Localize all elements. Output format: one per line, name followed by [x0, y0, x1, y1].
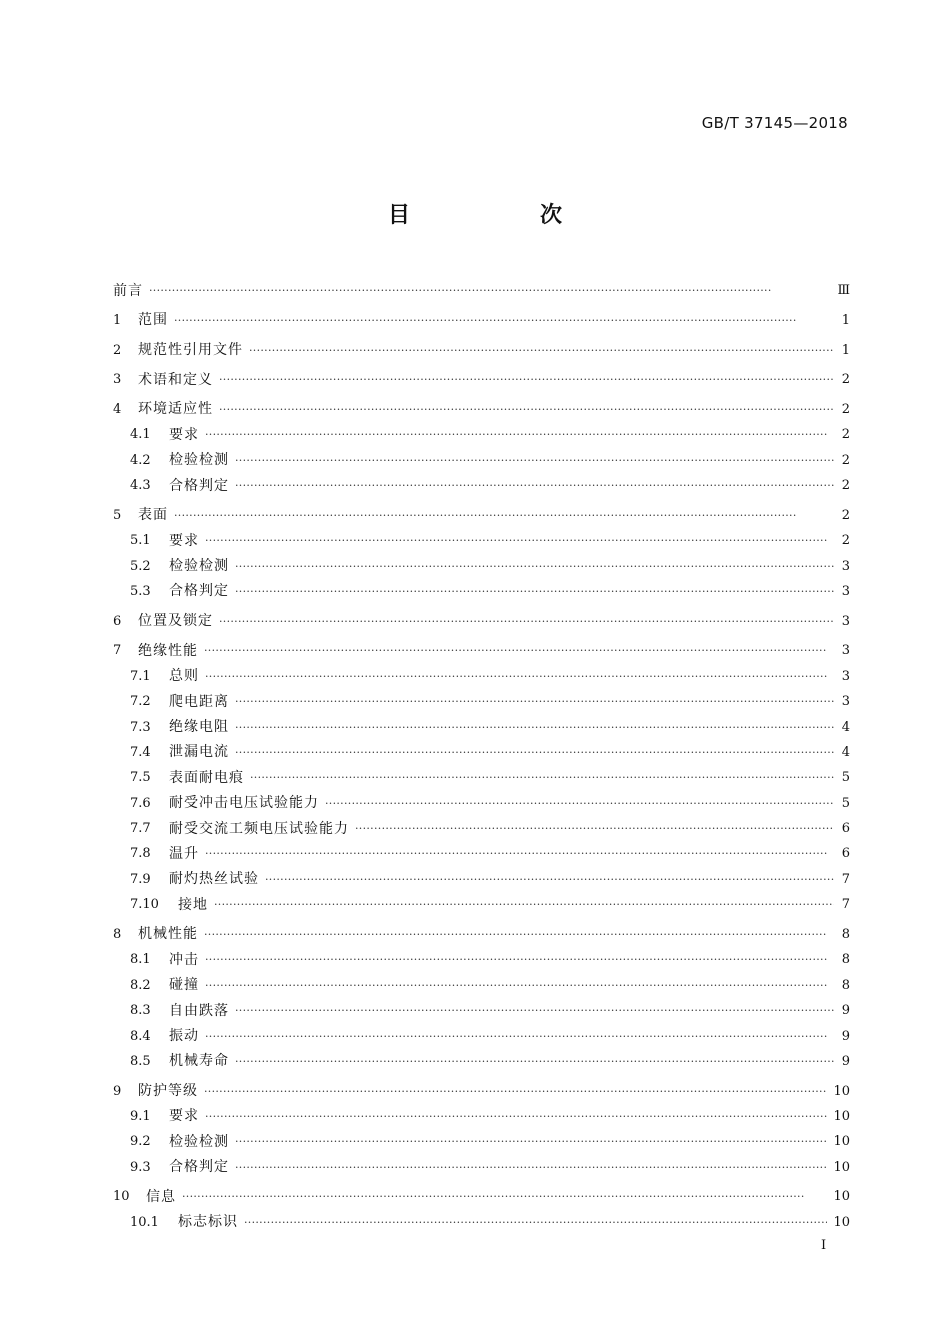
toc-dot-leader: [235, 480, 834, 491]
toc-entry-label: 爬电距离: [169, 693, 229, 710]
toc-entry[interactable]: [113, 714, 850, 739]
toc-dot-leader: [235, 747, 834, 758]
toc-entry-page: 10: [833, 1108, 850, 1124]
toc-dot-leader: [214, 899, 834, 910]
toc-entry-page: 3: [841, 558, 850, 574]
toc-entry[interactable]: [113, 947, 850, 972]
toc-entry-page: 8: [841, 952, 850, 968]
toc-dot-leader: [205, 535, 834, 546]
toc-entry-label: 自由跌落: [169, 1002, 229, 1019]
toc-dot-leader: [235, 1056, 834, 1067]
toc-entry-page: 2: [841, 478, 850, 494]
toc-dot-leader: [235, 696, 834, 707]
toc-dot-leader: [250, 772, 834, 783]
toc-dot-leader: [204, 1086, 827, 1097]
toc-entry-label: 表面耐电痕: [169, 769, 244, 786]
toc-entry-label: 环境适应性: [138, 401, 213, 418]
toc-entry-label: 检验检测: [169, 558, 229, 575]
toc-entry[interactable]: [113, 816, 850, 841]
toc-dot-leader: [235, 1162, 827, 1173]
toc-entry-page: 8: [841, 926, 850, 942]
toc-entry-page: 7: [841, 871, 850, 887]
toc-entry-label: 位置及锁定: [138, 613, 213, 630]
toc-entry-page: 2: [841, 372, 850, 388]
toc-entry[interactable]: [113, 503, 850, 528]
toc-entry-number: 7.5: [130, 770, 151, 786]
toc-entry-page: 4: [841, 744, 850, 760]
toc-entry[interactable]: [113, 1129, 850, 1154]
toc-entry-label: 合格判定: [169, 477, 229, 494]
toc-dot-leader: [204, 645, 834, 656]
toc-entry-page: 10: [833, 1214, 850, 1230]
toc-entry-label: 检验检测: [169, 452, 229, 469]
toc-dot-leader: [235, 561, 834, 572]
toc-entry[interactable]: [113, 638, 850, 663]
toc-dot-leader: [219, 404, 834, 415]
toc-entry-label: 总则: [169, 668, 199, 685]
page-number: I: [821, 1238, 827, 1253]
toc-entry-label: 绝缘电阻: [169, 719, 229, 736]
toc-entry[interactable]: [113, 1078, 850, 1103]
toc-entry[interactable]: [113, 740, 850, 765]
toc-entry-page: 6: [841, 846, 850, 862]
toc-dot-leader: [174, 315, 834, 326]
toc-entry[interactable]: [113, 765, 850, 790]
toc-dot-leader: [325, 798, 834, 809]
toc-dot-leader: [219, 616, 834, 627]
toc-dot-leader: [235, 1136, 827, 1147]
toc-entry-page: 9: [841, 1028, 850, 1044]
toc-entry-label: 要求: [169, 426, 199, 443]
toc-dot-leader: [235, 586, 834, 597]
toc-entry-label: 温升: [169, 845, 199, 862]
toc-entry-number: 7.8: [130, 846, 151, 862]
toc-entry-number: 8.3: [130, 1003, 151, 1019]
toc-entry-label: 术语和定义: [138, 371, 213, 388]
toc-entry-label: 耐受冲击电压试验能力: [169, 795, 319, 812]
toc-dot-leader: [235, 455, 834, 466]
toc-entry-page: 1: [841, 312, 850, 328]
toc-entry-page: 9: [841, 1003, 850, 1019]
toc-entry[interactable]: [113, 1210, 850, 1235]
toc-entry-label: 冲击: [169, 951, 199, 968]
toc-entry-page: 3: [841, 643, 850, 659]
toc-entry-label: 防护等级: [138, 1083, 198, 1100]
toc-entry[interactable]: [113, 367, 850, 392]
toc-dot-leader: [205, 954, 834, 965]
toc-entry-page: 7: [841, 897, 850, 913]
toc-entry-label: 要求: [169, 532, 199, 549]
toc-entry-number: 7.2: [130, 694, 151, 710]
toc-entry-page: 8: [841, 977, 850, 993]
toc-entry-number: 7.1: [130, 668, 151, 684]
toc-entry[interactable]: [113, 841, 850, 866]
toc-entry-label: 表面: [138, 507, 168, 524]
toc-entry-number: 4.1: [130, 427, 151, 443]
toc-entry[interactable]: [113, 867, 850, 892]
toc-dot-leader: [235, 1005, 834, 1016]
toc-entry-label: 合格判定: [169, 1159, 229, 1176]
toc-entry[interactable]: [113, 397, 850, 422]
toc-entry-number: 9.3: [130, 1159, 151, 1175]
toc-entry[interactable]: [113, 1155, 850, 1180]
toc-dot-leader: [205, 1111, 827, 1122]
toc-entry[interactable]: [113, 308, 850, 333]
toc-entry-page: 5: [841, 795, 850, 811]
toc-entry[interactable]: [113, 1049, 850, 1074]
toc-entry-number: 7.4: [130, 744, 151, 760]
toc-entry-page: 9: [841, 1053, 850, 1069]
toc-dot-leader: [249, 345, 834, 356]
toc-dot-leader: [205, 429, 834, 440]
toc-entry-number: 7.9: [130, 871, 151, 887]
toc-entry-label: 耐受交流工频电压试验能力: [169, 820, 349, 837]
toc-entry-number: 4.2: [130, 452, 151, 468]
toc-entry-number: 5.1: [130, 533, 151, 549]
toc-entry-number: 4.3: [130, 478, 151, 494]
toc-entry-page: 4: [841, 719, 850, 735]
toc-entry-page: 2: [841, 507, 850, 523]
toc-entry[interactable]: [113, 608, 850, 633]
toc-dot-leader: [204, 929, 834, 940]
toc-entry[interactable]: [113, 473, 850, 498]
toc-entry-page: 2: [841, 427, 850, 443]
toc-entry-page: 3: [841, 583, 850, 599]
toc-entry-page: 10: [833, 1159, 850, 1175]
toc-entry-page: 5: [841, 770, 850, 786]
toc-entry-page: 2: [841, 452, 850, 468]
toc-entry-page: 2: [841, 401, 850, 417]
toc-entry-label: 碰撞: [169, 977, 199, 994]
toc-entry-label: 信息: [146, 1188, 176, 1205]
toc-dot-leader: [219, 374, 834, 385]
toc-entry-label: 机械寿命: [169, 1053, 229, 1070]
toc-entry-number: 8.5: [130, 1053, 151, 1069]
toc-dot-leader: [355, 823, 834, 834]
toc-dot-leader: [182, 1191, 827, 1202]
toc-entry-number: 1: [113, 312, 122, 328]
toc-entry[interactable]: [113, 664, 850, 689]
toc-entry-page: 3: [841, 668, 850, 684]
toc-entry-number: 5: [113, 507, 122, 523]
toc-dot-leader: [244, 1217, 827, 1228]
toc-entry[interactable]: [113, 448, 850, 473]
toc-entry-number: 4: [113, 401, 122, 417]
toc-entry-number: 9.1: [130, 1108, 151, 1124]
toc-entry-number: 8.4: [130, 1028, 151, 1044]
toc-entry-number: 5.3: [130, 583, 151, 599]
toc-entry-number: 7.6: [130, 795, 151, 811]
toc-entry-page: 3: [841, 694, 850, 710]
toc-entry-label: 检验检测: [169, 1133, 229, 1150]
toc-entry[interactable]: [113, 1023, 850, 1048]
toc-entry[interactable]: [113, 689, 850, 714]
toc-entry-label: 机械性能: [138, 926, 198, 943]
toc-entry-label: 振动: [169, 1028, 199, 1044]
toc-entry-page: 10: [833, 1083, 850, 1099]
toc-entry[interactable]: [113, 998, 850, 1023]
toc-dot-leader: [174, 510, 834, 521]
page-title: 目 次: [387, 203, 616, 228]
toc-entry[interactable]: [113, 579, 850, 604]
toc-entry[interactable]: [113, 973, 850, 998]
toc-entry-label: 标志标识: [178, 1214, 238, 1231]
toc-entry-label: 范围: [138, 312, 168, 329]
toc-entry[interactable]: [113, 528, 850, 553]
toc-entry-number: 10.1: [130, 1214, 159, 1230]
toc-entry-page: 10: [833, 1189, 850, 1205]
toc-entry[interactable]: [113, 553, 850, 578]
toc-entry-number: 7: [113, 643, 122, 659]
toc-entry-number: 9.2: [130, 1134, 151, 1150]
toc-entry-page: Ⅲ: [837, 283, 850, 299]
toc-dot-leader: [265, 874, 834, 885]
toc-entry[interactable]: [113, 1104, 850, 1129]
toc-entry-page: 1: [841, 342, 850, 358]
toc-entry-number: 8: [113, 926, 122, 942]
toc-entry-number: 8.2: [130, 977, 151, 993]
toc-entry[interactable]: [113, 892, 850, 917]
toc-entry-label: 绝缘性能: [138, 642, 198, 659]
toc-entry-page: 10: [833, 1134, 850, 1150]
toc-entry-number: 5.2: [130, 558, 151, 574]
toc-entry-number: 7.7: [130, 821, 151, 837]
toc-entry[interactable]: [113, 922, 850, 947]
toc-dot-leader: [235, 722, 834, 733]
toc-entry-label: 要求: [169, 1108, 199, 1125]
toc-dot-leader: [205, 848, 834, 859]
toc-entry-number: 8.1: [130, 952, 151, 968]
toc-entry-label: 规范性引用文件: [138, 342, 243, 359]
toc-entry[interactable]: [113, 422, 850, 447]
toc-entry-number: 6: [113, 613, 122, 629]
toc-entry-page: 2: [841, 533, 850, 549]
toc-dot-leader: [149, 285, 831, 296]
toc-entry-number: 9: [113, 1083, 122, 1099]
toc-entry-number: 7.10: [130, 897, 159, 913]
toc-entry-number: 7.3: [130, 719, 151, 735]
toc-entry-label: 接地: [178, 896, 208, 913]
toc-entry-label: 合格判定: [169, 583, 229, 600]
toc-entry-label: 泄漏电流: [169, 744, 229, 761]
toc-entry-label: 耐灼热丝试验: [169, 871, 259, 888]
toc-entry-page: 6: [841, 821, 850, 837]
toc-entry-number: 10: [113, 1189, 130, 1205]
toc-dot-leader: [205, 671, 834, 682]
standard-code: GB/T 37145—2018: [701, 114, 848, 132]
toc-entry-number: 3: [113, 372, 122, 388]
toc-entry[interactable]: [113, 1184, 850, 1209]
toc-dot-leader: [205, 980, 834, 991]
toc-entry-label: 前言: [113, 282, 143, 299]
toc-entry[interactable]: [113, 278, 850, 303]
table-of-contents: [113, 278, 850, 1235]
toc-entry[interactable]: [113, 337, 850, 362]
toc-entry[interactable]: [113, 791, 850, 816]
toc-entry-number: 2: [113, 342, 122, 358]
toc-entry-page: 3: [841, 613, 850, 629]
toc-dot-leader: [205, 1031, 834, 1042]
